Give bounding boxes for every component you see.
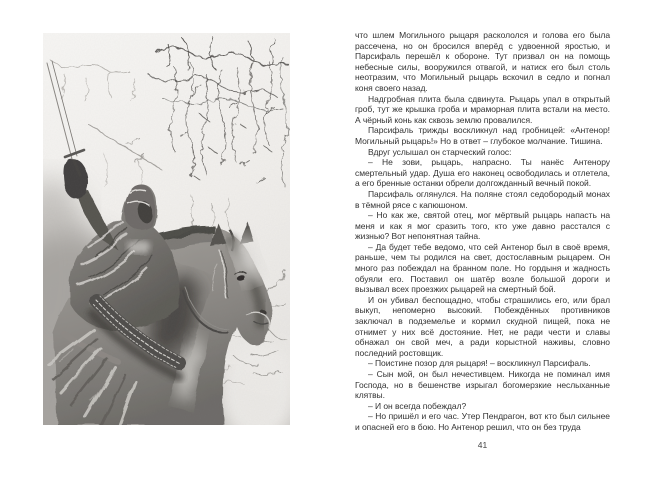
paragraph: – Не зови, рыцарь, напрасно. Ты нанёс Антенору смертельный удар. Душа его наконец освободилась и отлетела, а его бренные останки обрели долгожданный вечный покой. <box>355 157 610 189</box>
paragraph: – Но пришёл и его час. Утер Пендрагон, вот кто был сильнее и опасней его в бою. Но Антенор решил, что он без труда <box>355 411 610 432</box>
right-page <box>322 0 645 484</box>
paragraph: – Поистине позор для рыцаря! – воскликнул Парсифаль. <box>368 358 591 369</box>
left-page <box>0 0 322 484</box>
paragraph: – И он всегда побеждал? <box>368 400 467 411</box>
paragraph: – Но как же, святой отец, мог мёртвый рыцарь напасть на меня и как я мог сразить того, кто уже давно расстался с жизнью? Вот непонятная тайна. <box>355 210 610 242</box>
paragraph: – Да будет тебе ведомо, что сей Антенор был в своё время, раньше, чем ты родился на свет, достославным рыцарем. Он много раз побеждал на бранном поле. Но гордыня и жадность обуяли его. Поставил он шатёр возле большой дороги и вызывал всех проезжих рыцарей на смертный бой. <box>355 241 610 295</box>
paper-grain <box>43 33 290 425</box>
page-number: 41 <box>477 440 488 450</box>
paragraph: Парсифаль трижды воскликнул над гробницей: «Антенор! Могильный рыцарь!» Но в ответ – глубокое молчание. Тишина. <box>355 125 610 146</box>
body-text <box>355 30 610 433</box>
knight-illustration-svg <box>43 33 290 425</box>
paragraph: что шлем Могильного рыцаря раскололся и голова его была рассечена, но он бросился вперёд с удвоенной яростью, и Парсифаль перешёл к обороне. Тут призвал он на помощь небесные силы, вооружился отвагой, и натиск его был столь неотразим, что Могильный рыцарь вскочил в седло и погнал коня своего назад. <box>355 30 610 93</box>
paragraph: Вдруг услышал он старческий голос: <box>368 146 512 157</box>
paragraph: Надгробная плита была сдвинута. Рыцарь упал в открытый гроб, тут же крышка гроба и мраморная плита встали на место. А чёрный конь как сквозь землю провалился. <box>355 93 610 125</box>
paragraph: – Сын мой, он был нечестивцем. Никогда не поминал имя Господа, но в бешенстве изрыгал богомерзкие неслыханные клятвы. <box>355 369 610 401</box>
knight-illustration <box>43 33 290 425</box>
paragraph: И он убивал беспощадно, чтобы страшились его, или брал выкуп, непомерно высокий. Побеждённых противников заключал в подземелье и кормил скудной пищей, пока не отнимет у них всё достояние. Нет, не ради чести и славы обнажал он свой меч, а ради корыстной наживы, словно последний ростовщик. <box>355 294 610 358</box>
paragraph: Парсифаль оглянулся. На поляне стоял седобородый монах в тёмной рясе с капюшоном. <box>355 188 610 210</box>
